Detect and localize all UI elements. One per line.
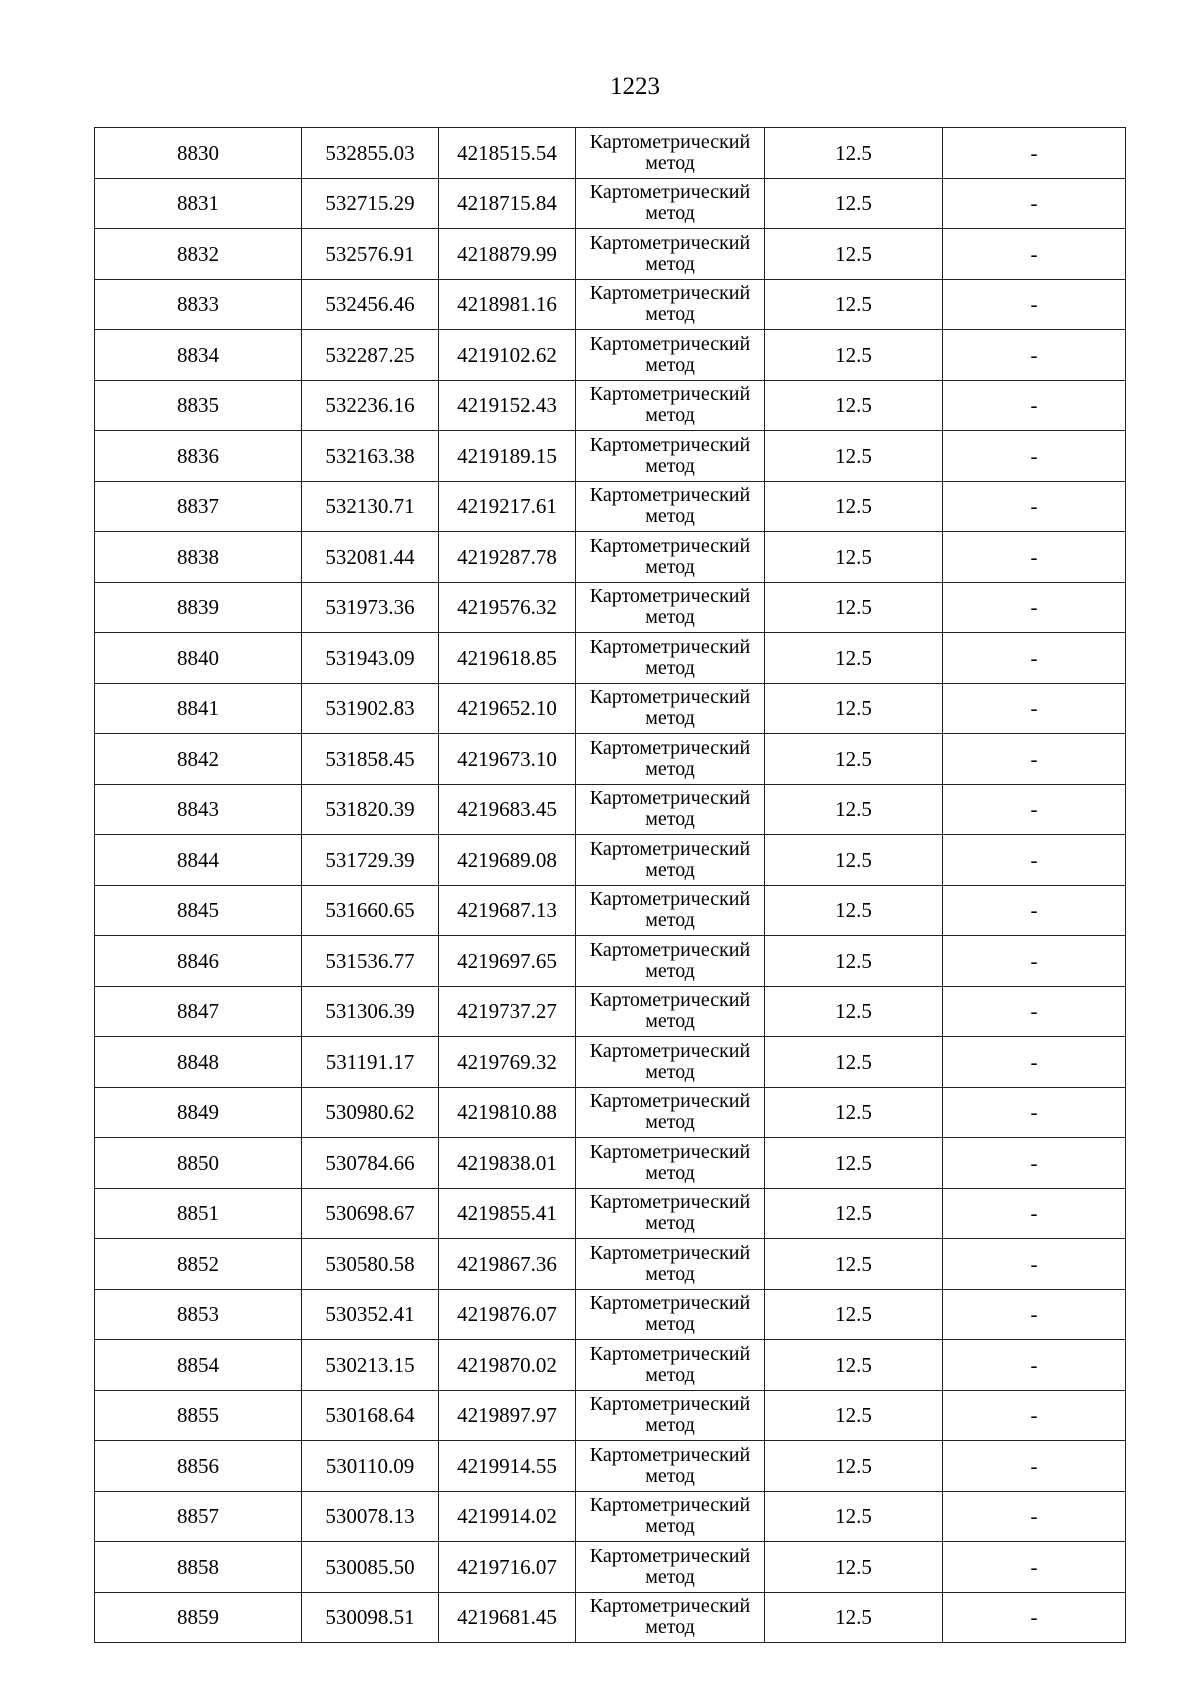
table-row [95, 481, 1126, 532]
method-line-2: метод [645, 1363, 695, 1386]
y-coordinate-cell: 4219152.43 [439, 380, 576, 431]
x-coordinate-cell: 530980.62 [302, 1087, 439, 1138]
table-row [95, 229, 1126, 280]
method-line-1: Картометрический [589, 1241, 751, 1264]
method-line-2: метод [645, 202, 695, 225]
accuracy-cell: 12.5 [765, 1441, 943, 1492]
method-cell [576, 734, 765, 785]
point-number-cell: 8849 [95, 1087, 302, 1138]
point-number-cell: 8854 [95, 1340, 302, 1391]
method-cell [576, 279, 765, 330]
point-number-cell: 8857 [95, 1491, 302, 1542]
method-cell [576, 1239, 765, 1290]
method-cell [576, 835, 765, 886]
method-line-2: метод [645, 1565, 695, 1588]
note-cell: - [943, 481, 1126, 532]
y-coordinate-cell: 4219876.07 [439, 1289, 576, 1340]
x-coordinate-cell: 530168.64 [302, 1390, 439, 1441]
accuracy-cell: 12.5 [765, 330, 943, 381]
note-cell: - [943, 1239, 1126, 1290]
table-row [95, 1542, 1126, 1593]
accuracy-cell: 12.5 [765, 431, 943, 482]
method-line-2: метод [645, 1161, 695, 1184]
method-line-1: Картометрический [589, 736, 751, 759]
accuracy-cell: 12.5 [765, 885, 943, 936]
accuracy-cell: 12.5 [765, 582, 943, 633]
accuracy-cell: 12.5 [765, 784, 943, 835]
table-row [95, 1188, 1126, 1239]
table-body [95, 128, 1126, 1643]
method-line-1: Картометрический [589, 433, 751, 456]
method-line-2: метод [645, 303, 695, 326]
table-row [95, 835, 1126, 886]
point-number-cell: 8839 [95, 582, 302, 633]
method-line-2: метод [645, 1262, 695, 1285]
method-line-1: Картометрический [589, 787, 751, 810]
x-coordinate-cell: 531858.45 [302, 734, 439, 785]
method-cell [576, 380, 765, 431]
method-line-1: Картометрический [589, 484, 751, 507]
table-row [95, 885, 1126, 936]
note-cell: - [943, 330, 1126, 381]
accuracy-cell: 12.5 [765, 1592, 943, 1643]
x-coordinate-cell: 532576.91 [302, 229, 439, 280]
accuracy-cell: 12.5 [765, 178, 943, 229]
method-line-1: Картометрический [589, 1292, 751, 1315]
point-number-cell: 8836 [95, 431, 302, 482]
x-coordinate-cell: 532715.29 [302, 178, 439, 229]
accuracy-cell: 12.5 [765, 734, 943, 785]
method-cell [576, 178, 765, 229]
table-row [95, 1592, 1126, 1643]
method-cell [576, 532, 765, 583]
method-line-1: Картометрический [589, 989, 751, 1012]
method-line-2: метод [645, 1616, 695, 1639]
x-coordinate-cell: 530078.13 [302, 1491, 439, 1542]
table-row [95, 936, 1126, 987]
method-line-2: метод [645, 959, 695, 982]
table-row [95, 279, 1126, 330]
method-line-2: метод [645, 1111, 695, 1134]
page-number: 1223 [610, 73, 660, 100]
note-cell: - [943, 1037, 1126, 1088]
method-cell [576, 1340, 765, 1391]
point-number-cell: 8856 [95, 1441, 302, 1492]
table-row [95, 1239, 1126, 1290]
method-cell [576, 481, 765, 532]
point-number-cell: 8843 [95, 784, 302, 835]
method-line-1: Картометрический [589, 686, 751, 709]
x-coordinate-cell: 532456.46 [302, 279, 439, 330]
x-coordinate-cell: 531820.39 [302, 784, 439, 835]
x-coordinate-cell: 531729.39 [302, 835, 439, 886]
method-cell [576, 229, 765, 280]
point-number-cell: 8837 [95, 481, 302, 532]
x-coordinate-cell: 530784.66 [302, 1138, 439, 1189]
method-line-1: Картометрический [589, 1544, 751, 1567]
x-coordinate-cell: 532855.03 [302, 128, 439, 179]
y-coordinate-cell: 4219673.10 [439, 734, 576, 785]
method-line-2: метод [645, 353, 695, 376]
accuracy-cell: 12.5 [765, 835, 943, 886]
accuracy-cell: 12.5 [765, 229, 943, 280]
x-coordinate-cell: 530580.58 [302, 1239, 439, 1290]
accuracy-cell: 12.5 [765, 532, 943, 583]
accuracy-cell: 12.5 [765, 683, 943, 734]
method-line-1: Картометрический [589, 1494, 751, 1517]
point-number-cell: 8841 [95, 683, 302, 734]
accuracy-cell: 12.5 [765, 1340, 943, 1391]
note-cell: - [943, 582, 1126, 633]
x-coordinate-cell: 532130.71 [302, 481, 439, 532]
method-line-1: Картометрический [589, 1191, 751, 1214]
method-line-1: Картометрический [589, 1039, 751, 1062]
x-coordinate-cell: 531191.17 [302, 1037, 439, 1088]
point-number-cell: 8846 [95, 936, 302, 987]
point-number-cell: 8851 [95, 1188, 302, 1239]
table-row [95, 1037, 1126, 1088]
method-line-2: метод [645, 1464, 695, 1487]
note-cell: - [943, 229, 1126, 280]
y-coordinate-cell: 4219914.02 [439, 1491, 576, 1542]
accuracy-cell: 12.5 [765, 1188, 943, 1239]
point-number-cell: 8840 [95, 633, 302, 684]
note-cell: - [943, 835, 1126, 886]
method-line-2: метод [645, 1060, 695, 1083]
x-coordinate-cell: 531536.77 [302, 936, 439, 987]
x-coordinate-cell: 530110.09 [302, 1441, 439, 1492]
method-line-1: Картометрический [589, 282, 751, 305]
accuracy-cell: 12.5 [765, 128, 943, 179]
table-row [95, 330, 1126, 381]
point-number-cell: 8835 [95, 380, 302, 431]
note-cell: - [943, 734, 1126, 785]
y-coordinate-cell: 4219867.36 [439, 1239, 576, 1290]
method-line-2: метод [645, 757, 695, 780]
y-coordinate-cell: 4219769.32 [439, 1037, 576, 1088]
method-line-2: метод [645, 909, 695, 932]
note-cell: - [943, 128, 1126, 179]
note-cell: - [943, 380, 1126, 431]
x-coordinate-cell: 530698.67 [302, 1188, 439, 1239]
note-cell: - [943, 1592, 1126, 1643]
method-line-2: метод [645, 454, 695, 477]
point-number-cell: 8844 [95, 835, 302, 886]
table-row [95, 1390, 1126, 1441]
point-number-cell: 8853 [95, 1289, 302, 1340]
x-coordinate-cell: 531973.36 [302, 582, 439, 633]
method-line-2: метод [645, 858, 695, 881]
table-row [95, 633, 1126, 684]
table-row [95, 986, 1126, 1037]
x-coordinate-cell: 530352.41 [302, 1289, 439, 1340]
method-cell [576, 1592, 765, 1643]
note-cell: - [943, 532, 1126, 583]
accuracy-cell: 12.5 [765, 1037, 943, 1088]
method-line-2: метод [645, 1414, 695, 1437]
method-line-2: метод [645, 808, 695, 831]
x-coordinate-cell: 530085.50 [302, 1542, 439, 1593]
y-coordinate-cell: 4219217.61 [439, 481, 576, 532]
point-number-cell: 8855 [95, 1390, 302, 1441]
note-cell: - [943, 784, 1126, 835]
method-cell [576, 1390, 765, 1441]
point-number-cell: 8859 [95, 1592, 302, 1643]
x-coordinate-cell: 530098.51 [302, 1592, 439, 1643]
note-cell: - [943, 1340, 1126, 1391]
y-coordinate-cell: 4219810.88 [439, 1087, 576, 1138]
x-coordinate-cell: 531943.09 [302, 633, 439, 684]
x-coordinate-cell: 532287.25 [302, 330, 439, 381]
point-number-cell: 8847 [95, 986, 302, 1037]
y-coordinate-cell: 4219897.97 [439, 1390, 576, 1441]
y-coordinate-cell: 4218515.54 [439, 128, 576, 179]
table-row [95, 128, 1126, 179]
table-row [95, 1491, 1126, 1542]
method-line-1: Картометрический [589, 585, 751, 608]
method-line-1: Картометрический [589, 1090, 751, 1113]
method-cell [576, 582, 765, 633]
table-row [95, 582, 1126, 633]
note-cell: - [943, 683, 1126, 734]
y-coordinate-cell: 4219683.45 [439, 784, 576, 835]
table-row [95, 1087, 1126, 1138]
point-number-cell: 8833 [95, 279, 302, 330]
method-line-1: Картометрический [589, 1393, 751, 1416]
accuracy-cell: 12.5 [765, 1542, 943, 1593]
method-line-1: Картометрический [589, 938, 751, 961]
point-number-cell: 8838 [95, 532, 302, 583]
point-number-cell: 8848 [95, 1037, 302, 1088]
method-line-2: метод [645, 151, 695, 174]
accuracy-cell: 12.5 [765, 279, 943, 330]
point-number-cell: 8830 [95, 128, 302, 179]
method-line-1: Картометрический [589, 1595, 751, 1618]
note-cell: - [943, 1441, 1126, 1492]
method-cell [576, 128, 765, 179]
accuracy-cell: 12.5 [765, 1390, 943, 1441]
note-cell: - [943, 1491, 1126, 1542]
y-coordinate-cell: 4219914.55 [439, 1441, 576, 1492]
y-coordinate-cell: 4219716.07 [439, 1542, 576, 1593]
method-cell [576, 784, 765, 835]
method-line-2: метод [645, 1515, 695, 1538]
table-row [95, 1441, 1126, 1492]
method-line-1: Картометрический [589, 181, 751, 204]
y-coordinate-cell: 4219576.32 [439, 582, 576, 633]
method-line-1: Картометрический [589, 1140, 751, 1163]
method-line-2: метод [645, 505, 695, 528]
x-coordinate-cell: 531660.65 [302, 885, 439, 936]
accuracy-cell: 12.5 [765, 1289, 943, 1340]
y-coordinate-cell: 4219287.78 [439, 532, 576, 583]
method-cell [576, 431, 765, 482]
note-cell: - [943, 885, 1126, 936]
method-cell [576, 1289, 765, 1340]
note-cell: - [943, 279, 1126, 330]
table-row [95, 1289, 1126, 1340]
note-cell: - [943, 986, 1126, 1037]
method-cell [576, 1188, 765, 1239]
coordinates-table [94, 127, 1126, 1643]
method-cell [576, 1087, 765, 1138]
x-coordinate-cell: 532163.38 [302, 431, 439, 482]
method-line-2: метод [645, 606, 695, 629]
table-row [95, 178, 1126, 229]
x-coordinate-cell: 532236.16 [302, 380, 439, 431]
method-line-2: метод [645, 252, 695, 275]
method-line-1: Картометрический [589, 1443, 751, 1466]
table-row [95, 734, 1126, 785]
method-cell [576, 1542, 765, 1593]
y-coordinate-cell: 4218715.84 [439, 178, 576, 229]
method-cell [576, 1138, 765, 1189]
method-cell [576, 986, 765, 1037]
point-number-cell: 8834 [95, 330, 302, 381]
y-coordinate-cell: 4219652.10 [439, 683, 576, 734]
x-coordinate-cell: 531902.83 [302, 683, 439, 734]
method-line-2: метод [645, 1010, 695, 1033]
accuracy-cell: 12.5 [765, 986, 943, 1037]
accuracy-cell: 12.5 [765, 1491, 943, 1542]
method-line-2: метод [645, 656, 695, 679]
accuracy-cell: 12.5 [765, 633, 943, 684]
table-row [95, 532, 1126, 583]
note-cell: - [943, 1188, 1126, 1239]
x-coordinate-cell: 532081.44 [302, 532, 439, 583]
point-number-cell: 8832 [95, 229, 302, 280]
method-line-1: Картометрический [589, 130, 751, 153]
accuracy-cell: 12.5 [765, 1138, 943, 1189]
note-cell: - [943, 1138, 1126, 1189]
method-line-1: Картометрический [589, 534, 751, 557]
accuracy-cell: 12.5 [765, 380, 943, 431]
y-coordinate-cell: 4219689.08 [439, 835, 576, 886]
y-coordinate-cell: 4219681.45 [439, 1592, 576, 1643]
method-cell [576, 1491, 765, 1542]
table-row [95, 1138, 1126, 1189]
note-cell: - [943, 431, 1126, 482]
table-row [95, 1340, 1126, 1391]
method-line-1: Картометрический [589, 888, 751, 911]
accuracy-cell: 12.5 [765, 1087, 943, 1138]
table-row [95, 380, 1126, 431]
method-line-1: Картометрический [589, 1342, 751, 1365]
y-coordinate-cell: 4218879.99 [439, 229, 576, 280]
table-row [95, 431, 1126, 482]
point-number-cell: 8845 [95, 885, 302, 936]
point-number-cell: 8831 [95, 178, 302, 229]
note-cell: - [943, 1289, 1126, 1340]
table-row [95, 683, 1126, 734]
point-number-cell: 8852 [95, 1239, 302, 1290]
y-coordinate-cell: 4219687.13 [439, 885, 576, 936]
method-cell [576, 330, 765, 381]
method-line-1: Картометрический [589, 231, 751, 254]
y-coordinate-cell: 4218981.16 [439, 279, 576, 330]
note-cell: - [943, 1542, 1126, 1593]
method-cell [576, 936, 765, 987]
y-coordinate-cell: 4219618.85 [439, 633, 576, 684]
point-number-cell: 8858 [95, 1542, 302, 1593]
method-line-1: Картометрический [589, 837, 751, 860]
y-coordinate-cell: 4219870.02 [439, 1340, 576, 1391]
y-coordinate-cell: 4219838.01 [439, 1138, 576, 1189]
method-line-2: метод [645, 404, 695, 427]
point-number-cell: 8842 [95, 734, 302, 785]
method-line-1: Картометрический [589, 635, 751, 658]
y-coordinate-cell: 4219102.62 [439, 330, 576, 381]
method-cell [576, 885, 765, 936]
y-coordinate-cell: 4219737.27 [439, 986, 576, 1037]
method-line-2: метод [645, 1313, 695, 1336]
table-row [95, 784, 1126, 835]
x-coordinate-cell: 530213.15 [302, 1340, 439, 1391]
method-line-1: Картометрический [589, 383, 751, 406]
method-line-1: Картометрический [589, 332, 751, 355]
method-cell [576, 633, 765, 684]
note-cell: - [943, 633, 1126, 684]
note-cell: - [943, 936, 1126, 987]
point-number-cell: 8850 [95, 1138, 302, 1189]
method-cell [576, 1441, 765, 1492]
note-cell: - [943, 1087, 1126, 1138]
y-coordinate-cell: 4219697.65 [439, 936, 576, 987]
y-coordinate-cell: 4219189.15 [439, 431, 576, 482]
x-coordinate-cell: 531306.39 [302, 986, 439, 1037]
accuracy-cell: 12.5 [765, 936, 943, 987]
accuracy-cell: 12.5 [765, 481, 943, 532]
method-line-2: метод [645, 555, 695, 578]
y-coordinate-cell: 4219855.41 [439, 1188, 576, 1239]
method-line-2: метод [645, 707, 695, 730]
accuracy-cell: 12.5 [765, 1239, 943, 1290]
note-cell: - [943, 178, 1126, 229]
method-cell [576, 683, 765, 734]
method-line-2: метод [645, 1212, 695, 1235]
note-cell: - [943, 1390, 1126, 1441]
method-cell [576, 1037, 765, 1088]
